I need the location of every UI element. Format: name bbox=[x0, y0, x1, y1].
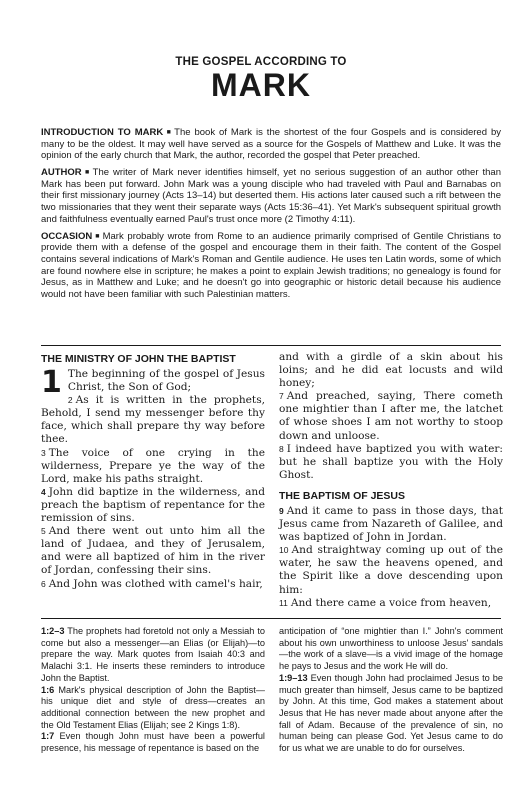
verse-text: And there came a voice from heaven, bbox=[290, 596, 492, 609]
verse-number: 10 bbox=[279, 545, 289, 556]
study-note bbox=[279, 673, 503, 755]
verse-6-continued bbox=[279, 351, 503, 390]
study-note bbox=[41, 731, 265, 754]
note-text: Even though John must have been a powerful presence, his message of repentance is based on the bbox=[41, 731, 265, 754]
note-text: The prophets had foretold not only a Messiah to come but also a messenger—an Elias (or Elijah)—to prepare the way. Mark quotes from Isaiah 40:3 and Malachi 3:1. He inserts these reminders to introduce John the Baptist. bbox=[41, 626, 265, 683]
verse-text: And there went out unto him all the land of Judaea, and they of Jerusalem, and were all baptized of him in the river of Jordan, confessing their sins. bbox=[41, 525, 265, 577]
verse-8 bbox=[279, 443, 503, 482]
occasion-paragraph bbox=[41, 231, 501, 301]
verse-number: 3 bbox=[41, 447, 46, 458]
verse-number: 5 bbox=[41, 526, 46, 537]
verse-text: The voice of one crying in the wilderness, Prepare ye the way of the Lord, make his paths straight. bbox=[41, 446, 265, 485]
verse-number: 9 bbox=[279, 505, 284, 516]
verse-text: The beginning of the gospel of Jesus Christ, the Son of God; bbox=[67, 368, 265, 394]
verse-1 bbox=[41, 365, 265, 400]
occasion-text: Mark probably wrote from Rome to an audience primarily comprised of Gentile Christians to provide them with a defense of the gospel and encourage them in their faith. The content of the Gospel contains several indications of Mark's Roman and Gentile audience. He uses ten Latin words, some of which are found nowhere else in scripture; he makes a point to explain Jewish traditions; no genealogy is found for Jesus, as in Matthew and Luke; and he doesn't go into geographic or historic detail because his audience would not have been familiar with such Palestinian matters. bbox=[41, 230, 501, 300]
note-text: Mark's physical description of John the Baptist—his unique diet and style of dress—creates an additional connection between the new prophet and the Old Testament Elias (Elijah; see 2 Kings 1:8). bbox=[41, 684, 265, 730]
verse-text: I indeed have baptized you with water: but he shall baptize you with the Holy Ghost. bbox=[279, 442, 503, 481]
note-reference: 1:2–3 bbox=[41, 626, 65, 636]
verse-number: 7 bbox=[279, 391, 284, 402]
chapter-number: 1 bbox=[41, 365, 62, 400]
book-header bbox=[0, 56, 522, 102]
spacer bbox=[279, 482, 503, 488]
section-heading: THE BAPTISM OF JESUS bbox=[279, 489, 406, 502]
verse-number: 4 bbox=[41, 486, 46, 497]
verse-4 bbox=[41, 486, 265, 525]
verse-9 bbox=[279, 505, 503, 544]
verse-number: 6 bbox=[41, 578, 46, 589]
section-divider bbox=[41, 345, 501, 346]
introduction-section bbox=[41, 127, 501, 306]
square-bullet-icon: ■ bbox=[83, 169, 91, 177]
verse-2 bbox=[41, 394, 265, 446]
note-reference: 1:7 bbox=[41, 731, 55, 742]
occasion-label: OCCASION bbox=[41, 230, 93, 242]
verse-6 bbox=[41, 578, 265, 591]
scripture-column-left bbox=[41, 351, 265, 591]
verse-text: And John was clothed with camel's hair, bbox=[48, 577, 263, 590]
intro-paragraph bbox=[41, 127, 501, 162]
note-reference: 1:9–13 bbox=[279, 672, 308, 683]
verse-10 bbox=[279, 544, 503, 596]
study-note bbox=[41, 626, 265, 685]
study-notes-left bbox=[41, 626, 265, 755]
verse-11 bbox=[279, 597, 503, 610]
note-text: Even though John had proclaimed Jesus to be much greater than himself, Jesus came to be baptized by John. At this time, God makes a statement about Jesus that He has never made about anyone after the fall of Adam. Because of the prevalence of sin, no human being can please God. Yet Jesus came to do for us what we are unable to do for ourselves. bbox=[279, 672, 504, 754]
intro-text: The book of Mark is the shortest of the four Gospels and is considered by many to be the oldest. It may well have served as a source for the Gospels of Matthew and Luke. It was the opinion of the early church that Mark, the author, recorded the gospel that Peter preached. bbox=[41, 127, 501, 162]
verse-number: 11 bbox=[279, 597, 288, 608]
book-title: MARK bbox=[211, 67, 311, 103]
verse-text: As it is written in the prophets, Behold, I send my messenger before thy face, which shall prepare thy way before thee. bbox=[41, 394, 265, 446]
verse-text: and with a girdle of a skin about his loins; and he did eat locusts and wild honey; bbox=[279, 351, 503, 390]
verse-5 bbox=[41, 525, 265, 577]
study-note-continued bbox=[279, 626, 503, 673]
verse-text: And it came to pass in those days, that Jesus came from Nazareth of Galilee, and was baptized of John in Jordan. bbox=[279, 504, 503, 544]
square-bullet-icon: ■ bbox=[94, 232, 101, 240]
verse-text: And straightway coming up out of the water, he saw the heavens opened, and the Spirit like a dove descending upon him: bbox=[279, 544, 503, 596]
intro-label: INTRODUCTION TO MARK bbox=[41, 127, 164, 138]
notes-divider bbox=[41, 618, 501, 619]
verse-text: And preached, saying, There cometh one mightier than I after me, the latchet of whose shoes I am not worthy to stoop down and unloose. bbox=[279, 390, 503, 442]
scripture-column-right bbox=[279, 351, 503, 610]
verse-3 bbox=[41, 447, 265, 486]
square-bullet-icon: ■ bbox=[165, 129, 173, 136]
author-paragraph bbox=[41, 167, 501, 225]
study-note bbox=[41, 685, 265, 732]
author-text: The writer of Mark never identifies himself, yet no serious suggestion of an author other than Mark has been put forward. John Mark was a young disciple who had traveled with Paul and Barnabas on their first missionary journey (Acts 13–14) but deserted them. His actions later caused such a rift between the two missionaries that they went their separate ways (Acts 15:36–41). Yet Mark's subsequent spiritual growth and faithfulness eventually earned Paul's trust once more (2 Timothy 4:11). bbox=[41, 167, 501, 225]
book-supertitle: THE GOSPEL ACCORDING TO bbox=[175, 56, 347, 68]
verse-number: 8 bbox=[279, 443, 284, 454]
verse-text: John did baptize in the wilderness, and preach the baptism of repentance for the remission of sins. bbox=[41, 485, 265, 525]
author-label: AUTHOR bbox=[41, 167, 82, 179]
note-text: anticipation of “one mightier than I.” John's comment about his own unworthiness to unloose Jesus' sandals—the work of a slave—is a vivid image of the homage he pays to Jesus and the work He will do. bbox=[279, 626, 503, 672]
section-heading: THE MINISTRY OF JOHN THE BAPTIST bbox=[41, 353, 236, 365]
verse-7 bbox=[279, 390, 503, 442]
note-reference: 1:6 bbox=[41, 684, 55, 695]
verse-number: 2 bbox=[67, 395, 73, 406]
study-notes-right bbox=[279, 626, 503, 755]
